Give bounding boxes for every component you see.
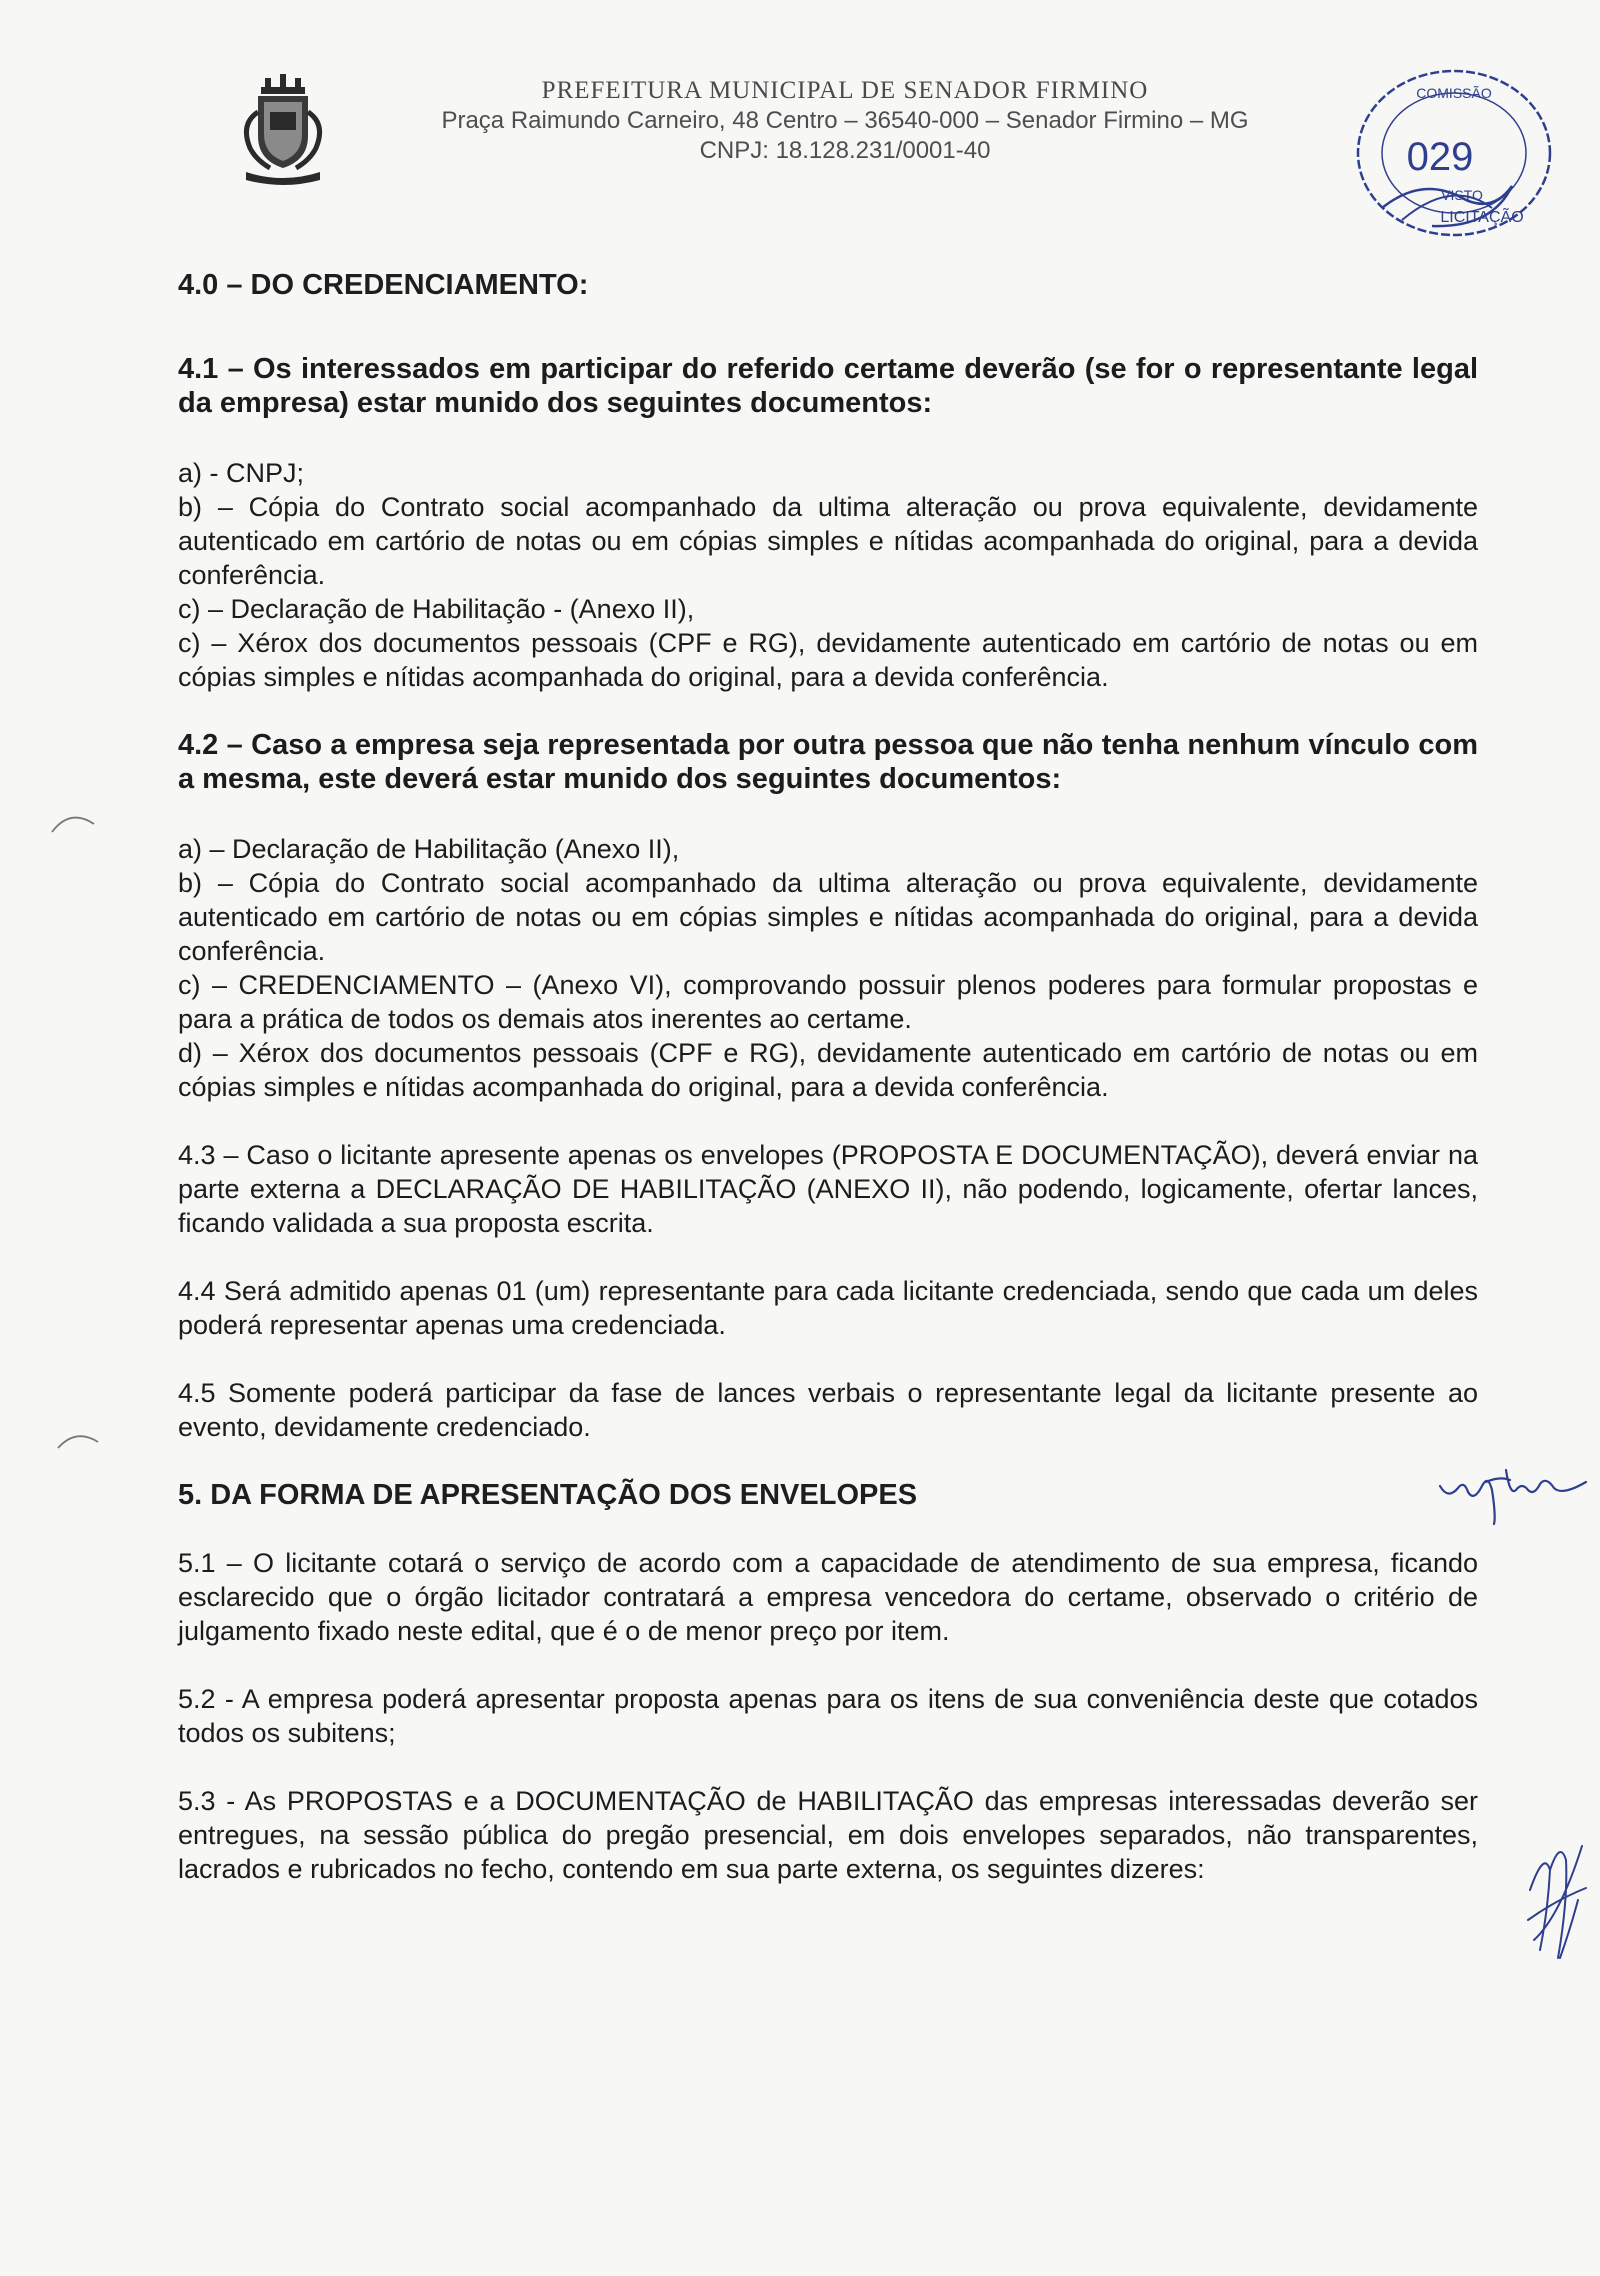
commission-stamp-icon: [1342, 58, 1562, 248]
municipality-name: PREFEITURA MUNICIPAL DE SENADOR FIRMINO: [541, 77, 1149, 104]
clause-4-1: 4.1 – Os interessados em participar do referido certame deverão (se for o representante legal da empresa) estar munido dos seguintes documentos:: [178, 353, 1478, 419]
clause-4-1-item-c: c) – Declaração de Habilitação - (Anexo II),: [178, 594, 695, 624]
stamp-licitacao-text: LICITAÇÃO: [1440, 209, 1524, 226]
clause-4-2-item-d: d) – Xérox dos documentos pessoais (CPF e RG), devidamente autenticado em cartório de notas ou em cópias simples e nítidas acompanhada do original, para a devida conferência.: [178, 1038, 1478, 1102]
clause-4-1-item-a: a) - CNPJ;: [178, 458, 305, 488]
handwritten-initials-icon: [1520, 1830, 1592, 1965]
stamp-number: 029: [1406, 135, 1474, 179]
clause-4-2-item-c: c) – CREDENCIAMENTO – (Anexo VI), comprovando possuir plenos poderes para formular propostas e para a prática de todos os demais atos inerentes ao certame.: [178, 970, 1478, 1034]
stamp-commission-text: COMISSÃO: [1416, 85, 1492, 101]
clause-4-2-item-a: a) – Declaração de Habilitação (Anexo II),: [178, 834, 680, 864]
handwritten-signature-icon: [1436, 1456, 1596, 1526]
clause-4-3: 4.3 – Caso o licitante apresente apenas os envelopes (PROPOSTA E DOCUMENTAÇÃO), deverá enviar na parte externa a DECLARAÇÃO DE HABILITAÇÃO (ANEXO II), não podendo, logicamente, ofertar lances, ficando validada a sua proposta escrita.: [178, 1140, 1478, 1238]
municipality-address: Praça Raimundo Carneiro, 48 Centro – 36540-000 – Senador Firmino – MG: [441, 107, 1249, 134]
municipal-crest-icon: [228, 72, 338, 190]
clause-4-1-item-c2: c) – Xérox dos documentos pessoais (CPF e RG), devidamente autenticado em cartório de notas ou em cópias simples e nítidas acompanhada do original, para a devida conferência.: [178, 628, 1478, 692]
punch-mark-icon: [56, 1426, 100, 1450]
stamp-visto-text: VISTO: [1441, 187, 1483, 203]
document-body: [178, 268, 1478, 1886]
clause-4-2-items: [178, 832, 1478, 1104]
clause-5-3: 5.3 - As PROPOSTAS e a DOCUMENTAÇÃO de HABILITAÇÃO das empresas interessadas deverão ser entregues, na sessão pública do pregão presencial, em dois envelopes separados, não transparentes, lacrados e rubricados no fecho, contendo em sua parte externa, os seguintes dizeres:: [178, 1786, 1478, 1884]
clause-5-1: 5.1 – O licitante cotará o serviço de acordo com a capacidade de atendimento de sua empresa, ficando esclarecido que o órgão licitador contratará a empresa vencedora do certame, observado o critério de julgamento fixado neste edital, que é o de menor preço por item.: [178, 1548, 1478, 1646]
clause-5-2: 5.2 - A empresa poderá apresentar proposta apenas para os itens de sua conveniência deste que cotados todos os subitens;: [178, 1684, 1478, 1748]
section-5-heading: 5. DA FORMA DE APRESENTAÇÃO DOS ENVELOPES: [178, 1479, 918, 1511]
clause-4-1-items: [178, 456, 1478, 694]
clause-4-1-item-b: b) – Cópia do Contrato social acompanhado da ultima alteração ou prova equivalente, devidamente autenticado em cartório de notas ou em cópias simples e nítidas acompanhada do original, para a devida conferência.: [178, 492, 1478, 590]
clause-4-2: 4.2 – Caso a empresa seja representada por outra pessoa que não tenha nenhum vínculo com a mesma, este deverá estar munido dos seguintes documentos:: [178, 729, 1478, 795]
clause-4-2-item-b: b) – Cópia do Contrato social acompanhado da ultima alteração ou prova equivalente, devidamente autenticado em cartório de notas ou em cópias simples e nítidas acompanhada do original, para a devida conferência.: [178, 868, 1478, 966]
letterhead: [330, 76, 1360, 166]
clause-4-5: 4.5 Somente poderá participar da fase de lances verbais o representante legal da licitante presente ao evento, devidamente credenciado.: [178, 1378, 1478, 1442]
punch-mark-icon: [50, 806, 96, 834]
clause-4-4: 4.4 Será admitido apenas 01 (um) representante para cada licitante credenciada, sendo que cada um deles poderá representar apenas uma credenciada.: [178, 1276, 1478, 1340]
municipality-cnpj: CNPJ: 18.128.231/0001-40: [699, 137, 991, 164]
section-4-heading: 4.0 – DO CREDENCIAMENTO:: [178, 269, 589, 301]
